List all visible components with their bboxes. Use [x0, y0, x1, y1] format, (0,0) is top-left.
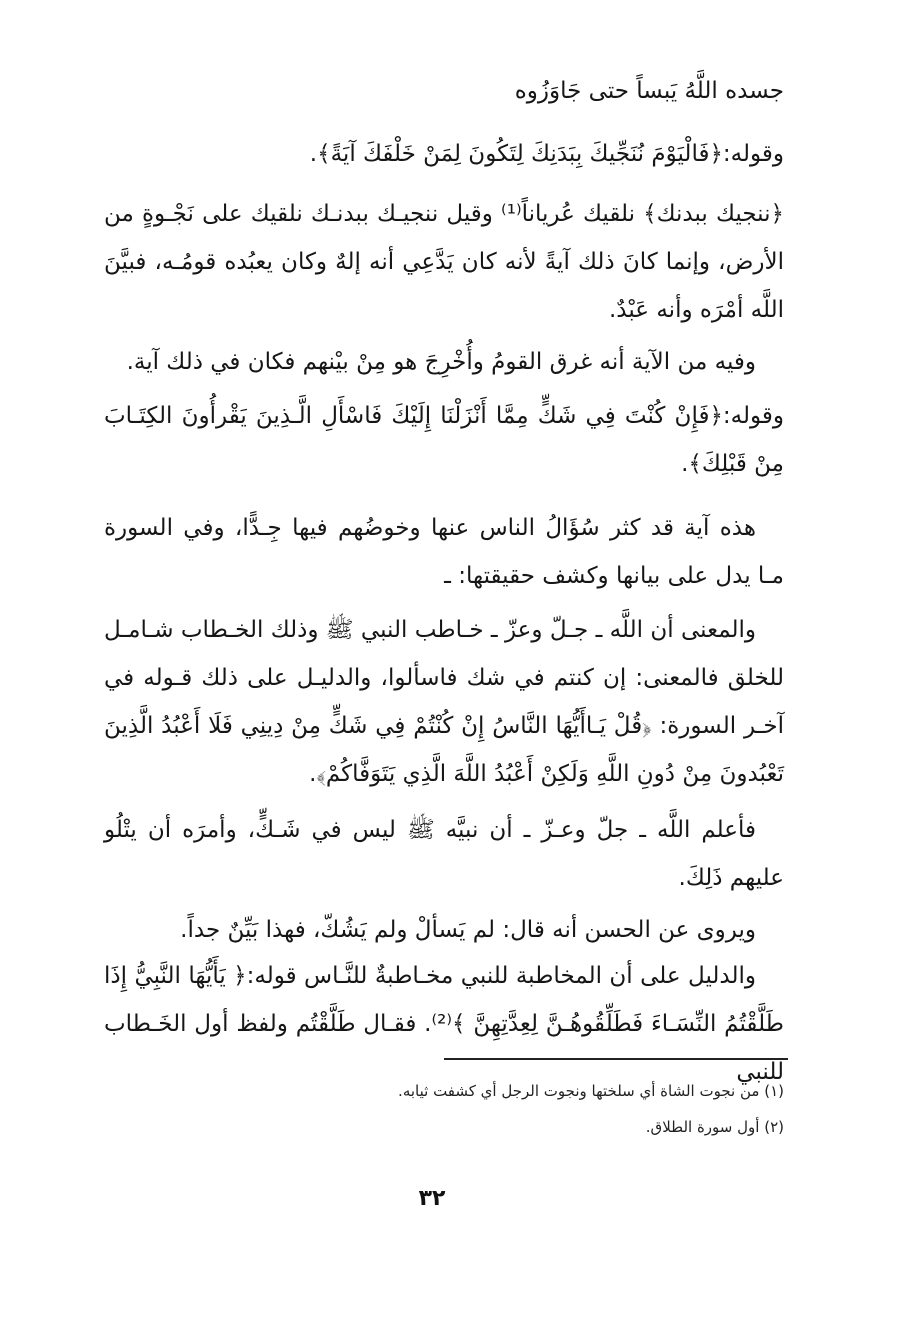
footnote-1: (١) من نجوت الشاة أي سلختها ونجوت الرجل أي كشفت ثيابه. [398, 1082, 784, 1100]
paragraph-continuation: جسده اللَّهُ يَبساً حتى جَاوَزُوه [514, 78, 784, 104]
paragraph-sign-of-drowning: وفيه من الآية أنه غرق القومُ وأُخْرِجَ هو مِنْ بيْنهم فكان في ذلك آية. [126, 349, 756, 375]
paragraph-meaning: والمعنى أن اللَّه ـ جـلّ وعزّ ـ خـاطب النبي ﷺ وذلك الخـطاب شـامـل للخلق فالمعنى: إن كنتم في شك فاسألوا، والدليـل على ذلك قـوله في آخـر السورة: ﴿قُلْ يَـاأَيُّهَا النَّاسُ إِنْ كُنْتُمْ فِي شَكٍّ مِنْ دِينِي فَلَا أَعْبُدُ الَّذِينَ تَعْبُدونَ مِنْ دُونِ اللَّهِ وَلَكِنْ أَعْبُدُ اللَّهَ الَّذِي يَتَوَفَّاكُمْ﴾. [104, 617, 784, 787]
paragraph-evidence-talaq: والدليل على أن المخاطبة للنبي مخـاطبةٌ للنَّـاس قوله:﴿ يَأَيُّهَا النَّبِيُّ إِذَا طَلَّقْتُمُ النِّسَـاءَ فَطَلِّقُوهُـنَّ لِعِدَّتِهِنَّ ﴾⁽²⁾. فقـال طَلَّقْتُم ولفظ أول الخَـطاب للنبي [104, 963, 784, 1085]
paragraph-verse-shakk: وقوله:﴿فَإِنْ كُنْتَ فِي شَكٍّ مِمَّا أَنْزَلْنَا إِلَيْكَ فَاسْأَلِ الَّـذِينَ يَقْرأُونَ الكِتَـابَ مِنْ قَبْلِكَ﴾. [104, 403, 784, 477]
footnote-separator [444, 1058, 788, 1060]
paragraph-question-about-verse: هذه آية قد كثر سُؤَالُ الناس عنها وخوضُهم فيها جِـدًّا، وفي السورة مـا يدل على بيانها وكشف حقيقتها: ـ [104, 515, 784, 589]
paragraph-najjika-explanation: ﴿ننجيك ببدنك﴾ نلقيك عُرياناً⁽¹⁾ وقيل ننجيـك ببدنـك نلقيك على نَجْـوةٍ من الأرض، وإنما كانَ ذلك آيةً لأنه كان يَدَّعِي أنه إلهٌ وكان يعبُده قومُـه، فبيَّنَ اللَّه أمْرَه وأنه عَبْدٌ. [104, 201, 784, 323]
paragraph-prophet-not-in-doubt: فأعلم اللَّه ـ جلّ وعـزّ ـ أن نبيَّه ﷺ ليس في شَـكٍّ، وأمرَه أن يتْلُو عليهم ذَلِكَ. [104, 817, 784, 891]
paragraph-hasan-narration: ويروى عن الحسن أنه قال: لم يَسألْ ولم يَشُكّ، فهذا بَيِّنٌ جداً. [180, 917, 756, 943]
page-number: ٣٢ [418, 1186, 446, 1211]
paragraph-verse-najjika: وقوله:﴿فَالْيَوْمَ نُنَجِّيكَ بِبَدَنِكَ لِتَكُونَ لِمَنْ خَلْفَكَ آيَةً﴾. [309, 141, 784, 167]
footnote-2: (٢) أول سورة الطلاق. [645, 1118, 784, 1136]
